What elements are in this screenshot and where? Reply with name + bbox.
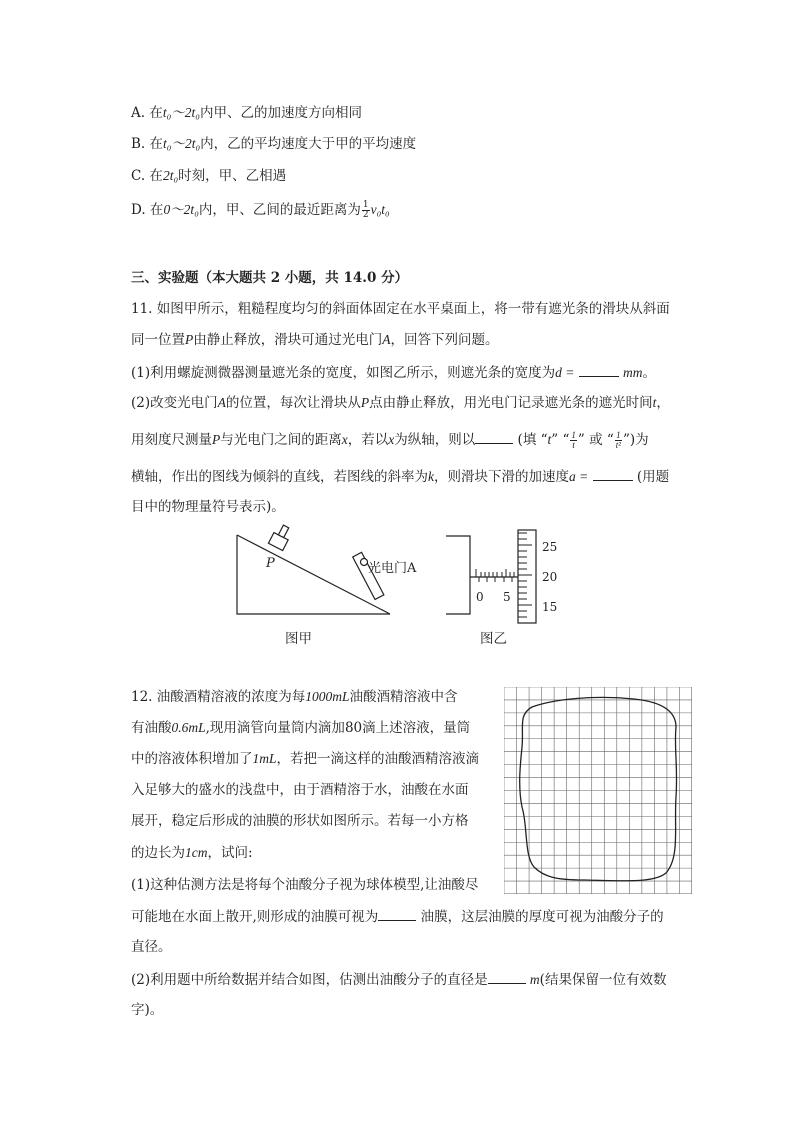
q12-line-2: 有油酸0.6mL,现用滴管向量筒内滴加80滴上述溶液，量筒: [131, 720, 471, 736]
section-title: 三、实验题（本大题共 2 小题，共 14.0 分）: [131, 270, 409, 286]
q12-line-9: 直径。: [131, 939, 172, 955]
sleeve-label-0: 0: [476, 590, 484, 604]
q12-line-6: 的边长为1cm，试问:: [131, 845, 253, 861]
option-d-fraction: $\frac{1}{2}$: [362, 200, 369, 220]
option-d-text: 内，甲、乙间的最近距离为: [198, 202, 361, 218]
option-a-label: A. 在: [131, 105, 163, 121]
answer-blank-film[interactable]: [378, 906, 416, 921]
caption-figure-b: 图乙: [480, 631, 507, 647]
q11-line-3: (1)利用螺旋测微器测量遮光条的宽度，如图乙所示，则遮光条的宽度为d = mm。: [131, 362, 656, 383]
oil-film-outline: [520, 697, 677, 880]
option-a-text: 内甲、乙的加速度方向相同: [199, 105, 362, 121]
option-c-time: 2t₀: [162, 168, 179, 183]
q12-line-7: (1)这种估测方法是将每个油酸分子视为球体模型,让油酸尽: [131, 877, 479, 893]
sleeve-label-5: 5: [503, 590, 511, 604]
q11-line-1: 11. 如图甲所示，粗糙程度均匀的斜面体固定在水平桌面上，将一带有遮光条的滑块从斜面: [131, 301, 670, 317]
photogate-sensor: [361, 559, 368, 566]
q12-line-10: (2)利用题中所给数据并结合如图，估测出油酸分子的直径是 m(结果保留一位有效数: [131, 969, 666, 990]
thimble: [518, 530, 536, 623]
q12-line-8: 可能地在水面上散开,则形成的油膜可视为 油膜，这层油膜的厚度可视为油酸分子的: [131, 906, 664, 927]
answer-blank-diameter[interactable]: [488, 969, 526, 984]
option-c-label: C. 在: [131, 168, 163, 184]
thimble-ticks: [518, 533, 532, 623]
q11-line-4: (2)改变光电门A的位置，每次让滑块从P点由静止释放，用光电门记录遮光条的遮光时间t，: [131, 395, 670, 411]
q12-line-5: 展开，稳定后形成的油膜的形状如图所示。若每一小方格: [131, 813, 469, 829]
fraction-one-over-t-squared: $\frac{1}{\text{t²}}$: [615, 430, 621, 450]
option-b-label: B. 在: [131, 136, 164, 152]
caption-figure-a: 图甲: [285, 631, 312, 647]
option-c-text: 时刻，甲、乙相遇: [178, 168, 287, 184]
label-p: P: [266, 556, 275, 571]
fraction-one-over-t: $\frac{1}{t}$: [571, 430, 576, 450]
option-b-text: 内，乙的平均速度大于甲的平均速度: [200, 136, 417, 152]
micrometer-frame: [446, 536, 470, 614]
q12-line-4: 入足够大的盛水的浅盘中，由于酒精溶于水，油酸在水面: [131, 782, 469, 798]
oil-film-figure: [504, 687, 692, 894]
q12-line-11: 字)。: [131, 1002, 164, 1018]
q11-line-5: 用刻度尺测量P与光电门之间的距离x，若以x为纵轴，则以 (填 “t” “ $\frac{1}{t}$ ” 或 “ $\frac{1}{\text{t²}}$ ”)为: [131, 430, 649, 450]
sleeve-ticks: [476, 569, 514, 582]
q11-line-6: 横轴，作出的图线为倾斜的直线，若图线的斜率为k，则滑块下滑的加速度a = (用题: [131, 466, 669, 487]
figure-b-micrometer: [446, 530, 536, 623]
q12-line-3: 中的溶液体积增加了1mL，若把一滴这样的油酸酒精溶液滴: [131, 751, 480, 767]
option-d-label: D. 在: [131, 202, 164, 218]
option-a-range: t₀～2t₀: [162, 105, 200, 120]
grid: [504, 687, 692, 894]
thimble-label-20: 20: [542, 570, 558, 584]
q12-line-1: 12. 油酸酒精溶液的浓度为每1000mL油酸酒精溶液中含: [131, 689, 458, 705]
option-b-range: t₀～2t₀: [163, 136, 201, 151]
option-d-range: 0～2t₀: [163, 202, 199, 217]
q11-line-2: 同一位置P由静止释放，滑块可通过光电门A，回答下列问题。: [131, 332, 499, 348]
q11-line-7: 目中的物理量符号表示)。: [131, 499, 285, 515]
option-d-tail: v₀t₀: [370, 202, 390, 217]
slider-block: [268, 523, 293, 551]
thimble-label-15: 15: [542, 600, 558, 614]
label-photogate: 光电门A: [368, 561, 417, 576]
thimble-label-25: 25: [542, 540, 558, 554]
